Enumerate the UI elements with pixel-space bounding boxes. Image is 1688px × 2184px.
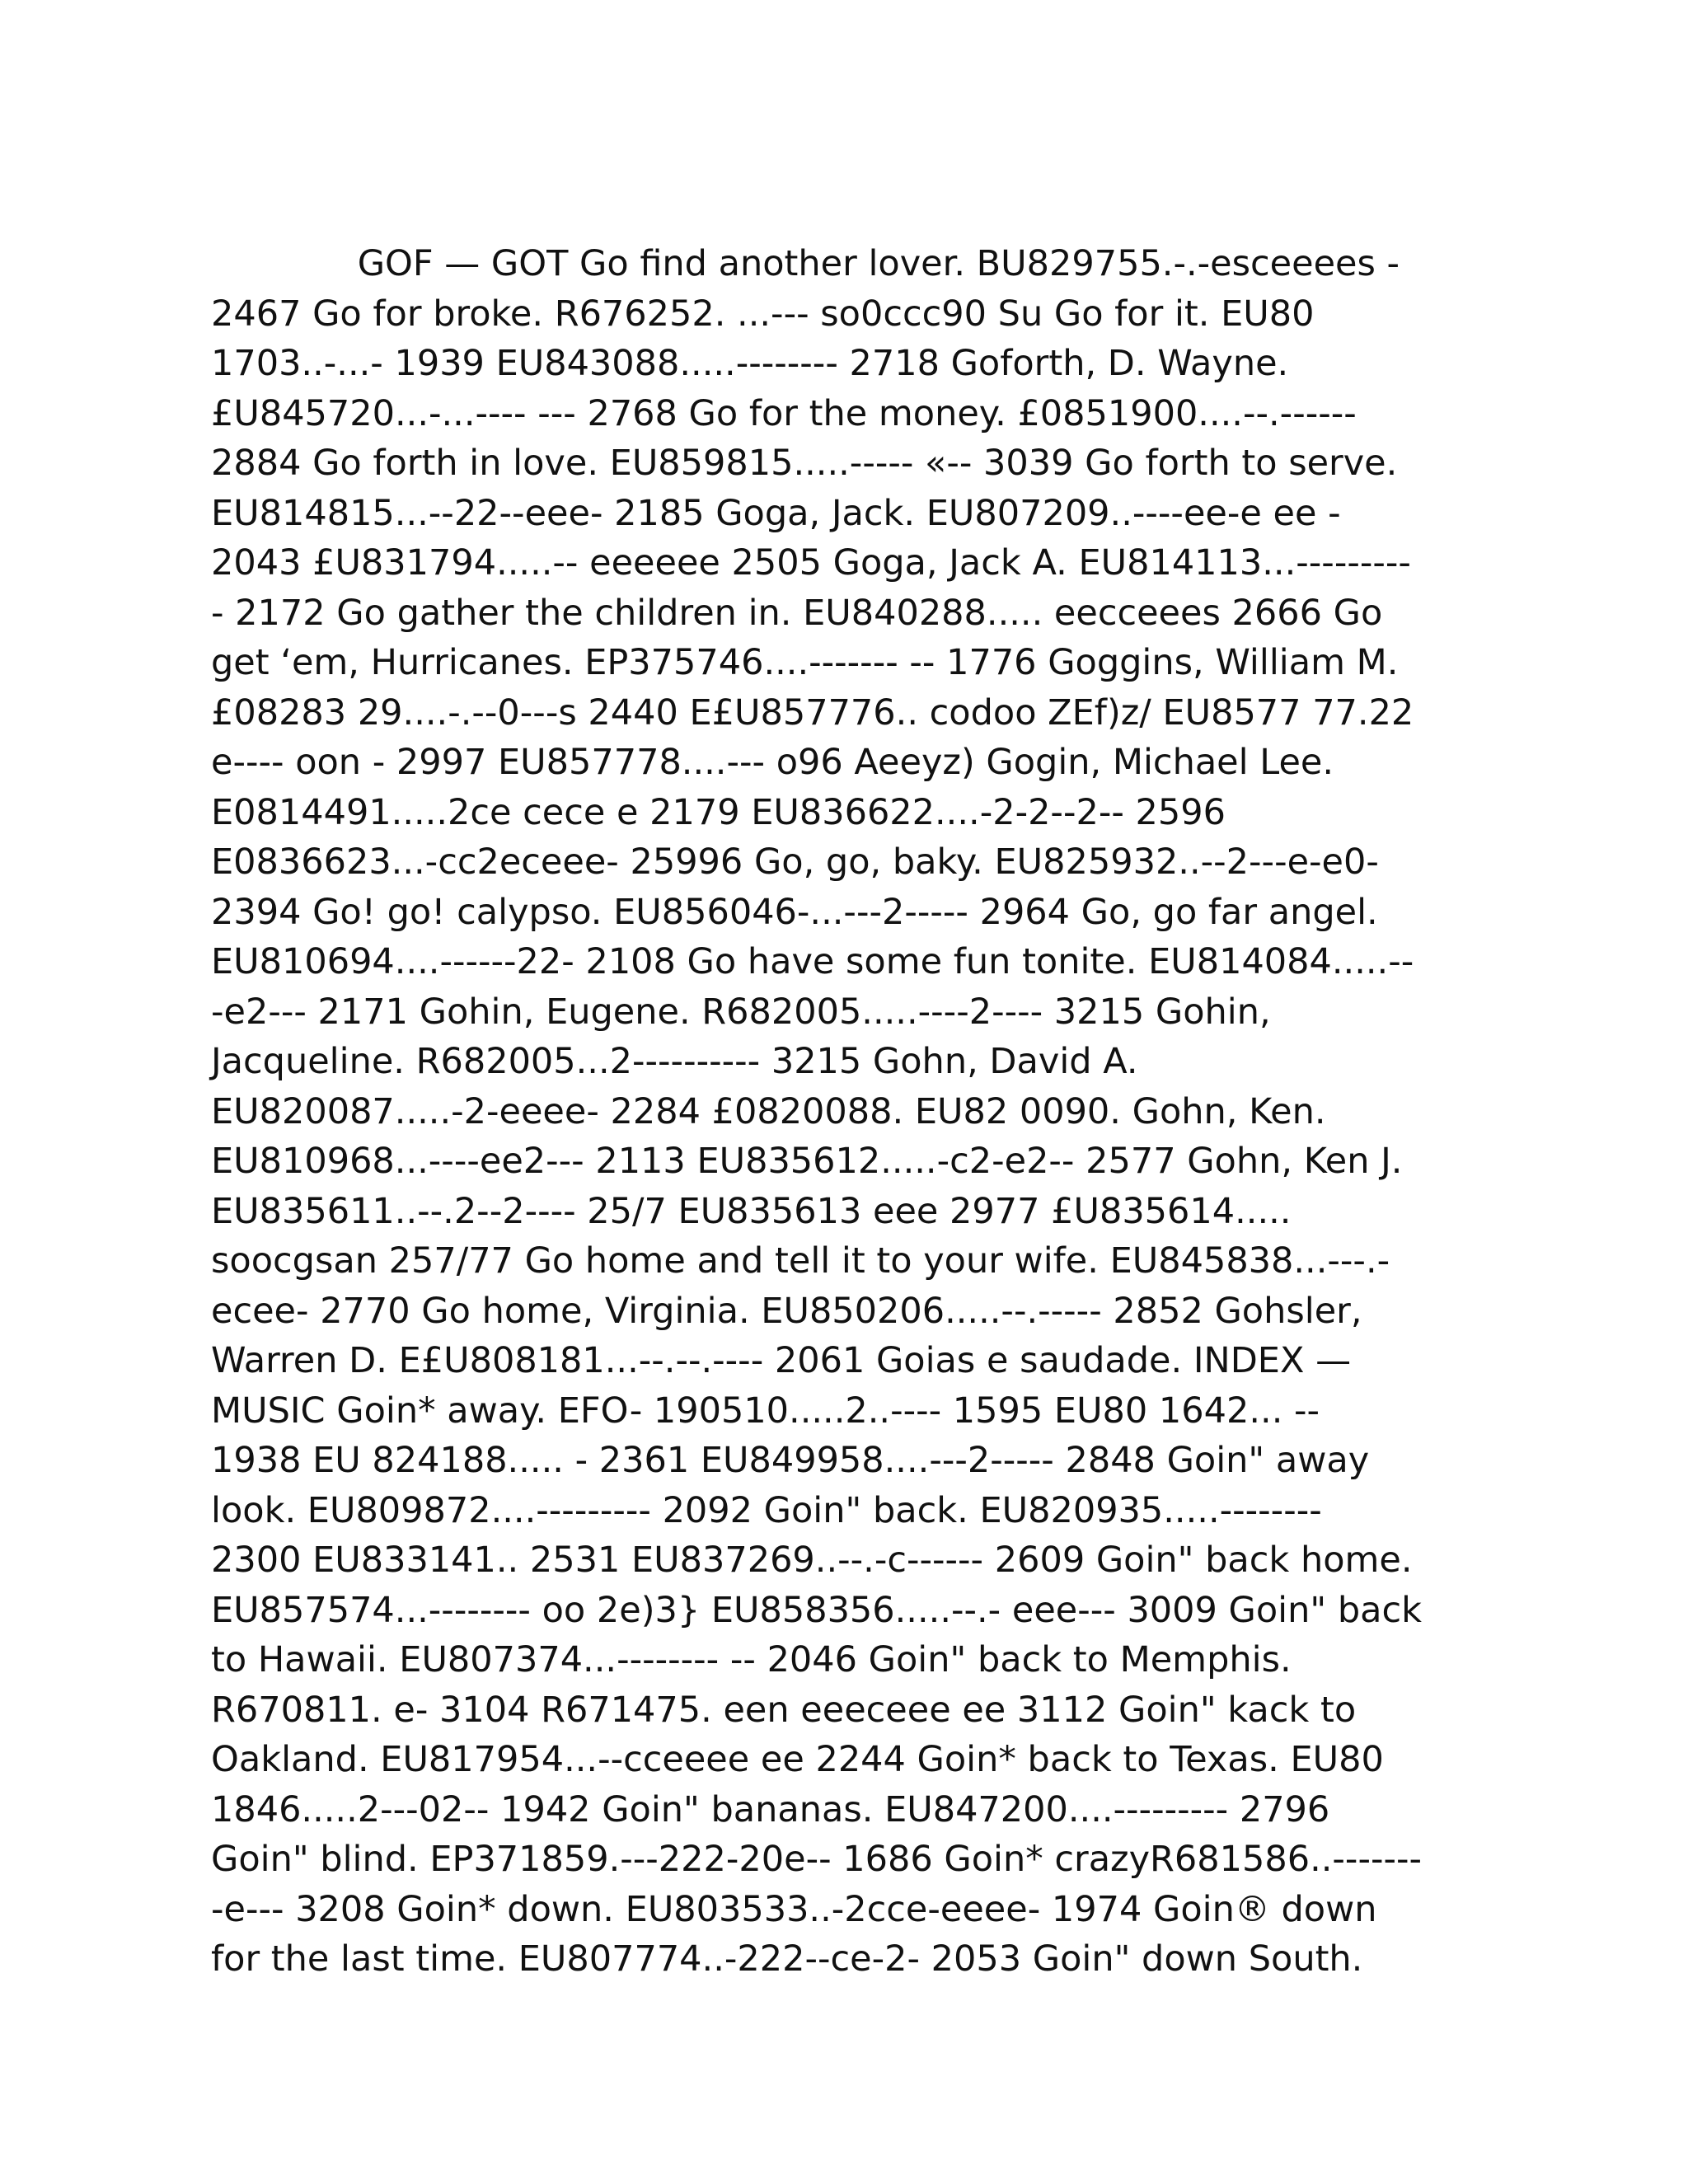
text-line: 2043 £U831794.....-- eeeeee 2505 Goga, Jack A. EU814113...--------- xyxy=(211,542,1411,583)
text-line: for the last time. EU807774..-222--ce-2- 2053 Goin" down South. xyxy=(211,1938,1363,1980)
text-line: £08283 29....-.--0---s 2440 E£U857776.. codoo ZEf)z/ EU8577 77.22 xyxy=(211,691,1414,733)
text-line: 2394 Go! go! calypso. EU856046-...---2----- 2964 Go, go far angel. xyxy=(211,891,1378,933)
text-line: to Hawaii. EU807374...-------- -- 2046 Goin" back to Memphis. xyxy=(211,1639,1292,1680)
text-line: 1703..-...- 1939 EU843088.....-------- 2718 Goforth, D. Wayne. xyxy=(211,343,1289,384)
text-line: EU810694....------22- 2108 Go have some fun tonite. EU814084.....-- xyxy=(211,941,1414,982)
text-line: Warren D. E£U808181...--.--.---- 2061 Goias e saudade. INDEX — xyxy=(211,1340,1352,1381)
text-line: e---- oon - 2997 EU857778....--- o96 Aeeyz) Gogin, Michael Lee. xyxy=(211,742,1334,783)
text-line: - 2172 Go gather the children in. EU840288..... eecceees 2666 Go xyxy=(211,592,1383,634)
text-line: 2300 EU833141.. 2531 EU837269..--.-c------ 2609 Goin" back home. xyxy=(211,1540,1413,1581)
text-line: Oakland. EU817954...--cceeee ee 2244 Goin* back to Texas. EU80 xyxy=(211,1739,1384,1780)
text-line: EU857574...-------- oo 2e)3} EU858356.....--.- eee--- 3009 Goin" back xyxy=(211,1589,1423,1631)
text-line: -e2--- 2171 Gohin, Eugene. R682005.....----2---- 3215 Gohin, xyxy=(211,991,1271,1033)
text-line: EU810968...----ee2--- 2113 EU835612.....-c2-e2-- 2577 Gohn, Ken J. xyxy=(211,1141,1403,1182)
text-line: get ‘em, Hurricanes. EP375746....------- -- 1776 Goggins, William M. xyxy=(211,642,1399,683)
index-text-block xyxy=(211,239,1497,1985)
text-line: -e--- 3208 Goin* down. EU803533..-2cce-eeee- 1974 Goin® down xyxy=(211,1888,1377,1930)
text-line: EU814815...--22--eee- 2185 Goga, Jack. EU807209..----ee-e ee - xyxy=(211,492,1341,534)
text-line: E0814491.....2ce cece e 2179 EU836622....-2-2--2-- 2596 xyxy=(211,791,1226,833)
text-line: EU820087.....-2-eeee- 2284 £0820088. EU82 0090. Gohn, Ken. xyxy=(211,1090,1326,1132)
text-line: Goin" blind. EP371859.---222-20e-- 1686 Goin* crazyR681586..------- xyxy=(211,1839,1423,1880)
text-line: GOF — GOT Go find another lover. BU829755.-.-esceeees - xyxy=(211,243,1400,284)
text-line: 1846.....2---02-- 1942 Goin" bananas. EU847200....--------- 2796 xyxy=(211,1788,1330,1830)
text-line: look. EU809872....--------- 2092 Goin" back. EU820935.....-------- xyxy=(211,1489,1322,1531)
text-line: £U845720...-...---- --- 2768 Go for the money. £0851900....--.------ xyxy=(211,392,1357,434)
text-line: MUSIC Goin* away. EFO- 190510.....2..---- 1595 EU80 1642... -- xyxy=(211,1390,1320,1432)
text-line: Jacqueline. R682005...2---------- 3215 Gohn, David A. xyxy=(211,1041,1138,1082)
text-line: EU835611..--.2--2---- 25/7 EU835613 eee 2977 £U835614..... xyxy=(211,1190,1292,1232)
text-line: 2467 Go for broke. R676252. ...--- so0ccc90 Su Go for it. EU80 xyxy=(211,293,1315,335)
text-line: E0836623...-cc2eceee- 25996 Go, go, baky. EU825932..--2---e-e0- xyxy=(211,841,1379,883)
text-line: soocgsan 257/77 Go home and tell it to your wife. EU845838...---.- xyxy=(211,1240,1390,1282)
text-line: 1938 EU 824188..... - 2361 EU849958....---2----- 2848 Goin" away xyxy=(211,1440,1370,1481)
text-line: R670811. e- 3104 R671475. een eeeceee ee 3112 Goin" kack to xyxy=(211,1689,1357,1731)
text-line: ecee- 2770 Go home, Virginia. EU850206.....--.----- 2852 Gohsler, xyxy=(211,1290,1362,1332)
text-line: 2884 Go forth in love. EU859815.....----- «-- 3039 Go forth to serve. xyxy=(211,443,1398,484)
